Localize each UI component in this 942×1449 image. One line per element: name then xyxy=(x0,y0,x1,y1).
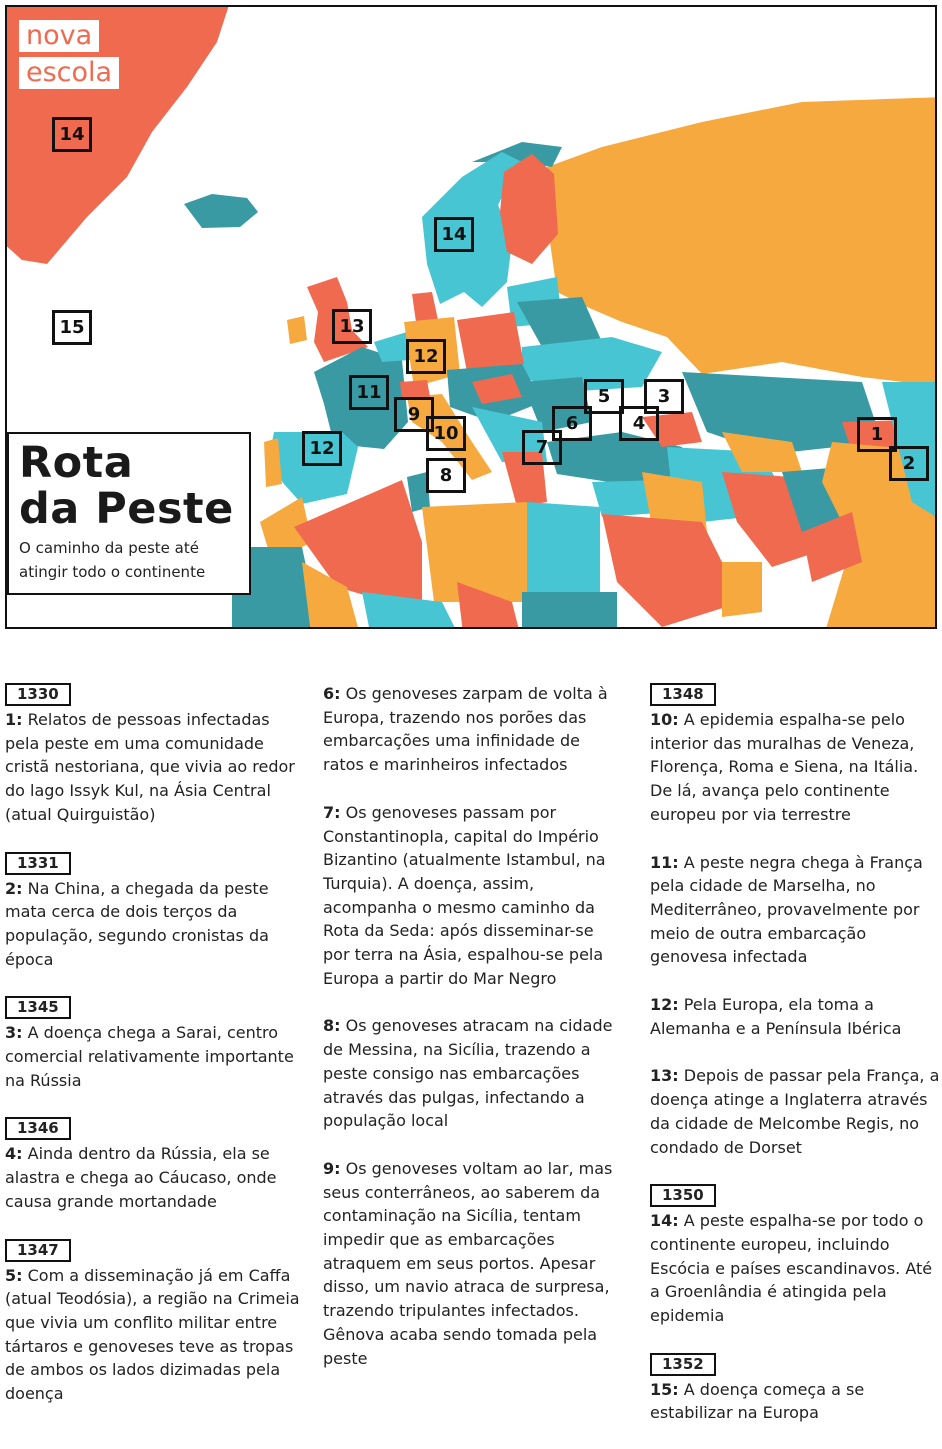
timeline-item xyxy=(650,851,940,970)
page-title: Rota da Peste xyxy=(19,438,234,534)
timeline-item xyxy=(323,801,623,991)
event-description: A epidemia espalha-se pelo interior das muralhas de Veneza, Florença, Roma e Siena, na Itália. De lá, avança pelo continente europeu por via terrestre xyxy=(650,710,919,824)
event-text xyxy=(5,708,305,827)
event-description: Pela Europa, ela toma a Alemanha e a Península Ibérica xyxy=(650,995,902,1038)
event-number: 11: xyxy=(650,852,679,872)
event-number: 9: xyxy=(323,1158,341,1178)
timeline-column-3 xyxy=(650,682,940,1449)
event-description: Os genoveses passam por Constantinopla, capital do Império Bizantino (atualmente Istambul, na Turquia). A doença, assim, acompanha o mesmo caminho da Rota da Seda: após disseminar-se por terra na Ásia, espalhou-se pela Europa a partir do Mar Negro xyxy=(323,802,606,988)
event-number: 10: xyxy=(650,710,679,729)
event-number: 4: xyxy=(5,1144,23,1164)
marker-14-scandinavia: 14 xyxy=(434,217,474,252)
marker-6: 6 xyxy=(552,406,592,441)
marker-12-iberia: 12 xyxy=(302,431,342,466)
marker-12-germany: 12 xyxy=(406,339,446,374)
event-description: Relatos de pessoas infectadas pela peste em uma comunidade cristã nestoriana, que vivia ao redor do lago Issyk Kul, na Ásia Central (atual Quirguistão) xyxy=(5,710,295,824)
logo-escola: escola xyxy=(19,57,119,89)
event-description: Os genoveses voltam ao lar, mas seus conterrâneos, ao saberem da contaminação na Sicília, tentam impedir que as embarcações atraquem em seus portos. Apesar disso, um navio atraca de surpresa, trazendo tripulantes infectados. Gênova acaba sendo tomada pela peste xyxy=(323,1158,613,1368)
year-badge: 1350 xyxy=(650,1184,716,1207)
event-number: 8: xyxy=(323,1016,341,1036)
timeline-item xyxy=(323,1157,623,1370)
marker-4: 4 xyxy=(619,406,659,441)
timeline-item xyxy=(323,682,623,777)
logo-nova: nova xyxy=(19,20,99,52)
event-description: Os genoveses zarpam de volta à Europa, trazendo nos porões das embarcações uma infinidade de ratos e marinheiros infectados xyxy=(323,684,608,775)
event-text xyxy=(650,708,940,827)
year-badge: 1348 xyxy=(650,683,716,706)
event-number: 2: xyxy=(5,878,23,898)
event-description: Depois de passar pela França, a doença atinge a Inglaterra através da cidade de Melcombe Regis, no condado de Dorset xyxy=(650,1066,940,1157)
title-box xyxy=(7,432,251,595)
marker-2: 2 xyxy=(889,446,929,481)
timeline-column-1 xyxy=(5,682,305,1430)
marker-13: 13 xyxy=(332,309,372,344)
event-description: Ainda dentro da Rússia, ela se alastra e chega ao Cáucaso, onde causa grande mortandade xyxy=(5,1144,277,1211)
event-number: 1: xyxy=(5,710,23,729)
event-text xyxy=(5,1142,305,1213)
timeline-column-2 xyxy=(323,682,623,1394)
marker-10: 10 xyxy=(426,416,466,451)
region-saudi xyxy=(602,514,742,627)
event-description: Os genoveses atracam na cidade de Messina, na Sicília, trazendo a peste consigo nas embarcações através das pulgas, infectando a população local xyxy=(323,1016,613,1131)
marker-8: 8 xyxy=(426,458,466,493)
event-text xyxy=(323,801,623,991)
event-text xyxy=(650,851,940,970)
marker-14-greenland: 14 xyxy=(52,117,92,152)
event-description: A doença começa a se estabilizar na Europa xyxy=(650,1379,865,1423)
region-iceland xyxy=(184,194,258,228)
event-description: Na China, a chegada da peste mata cerca de dois terços da população, segundo cronistas da época xyxy=(5,878,269,969)
event-description: A peste negra chega à França pela cidade de Marselha, no Mediterrâneo, provavelmente por meio de outra embarcação genovesa infectada xyxy=(650,852,923,967)
year-badge: 1352 xyxy=(650,1353,716,1376)
timeline-item xyxy=(650,1352,940,1425)
region-oman xyxy=(722,562,762,617)
timeline-item xyxy=(5,851,305,972)
event-description: A peste espalha-se por todo o continente europeu, incluindo Escócia e países escandinavos. Até a Groenlândia é atingida pela epidemia xyxy=(650,1211,933,1326)
marker-1: 1 xyxy=(857,417,897,452)
event-description: A doença chega a Sarai, centro comercial relativamente importante na Rússia xyxy=(5,1023,294,1090)
timeline-item xyxy=(650,682,940,827)
year-badge: 1346 xyxy=(5,1117,71,1140)
region-sudan xyxy=(522,592,617,629)
timeline-item xyxy=(650,1064,940,1159)
timeline-item xyxy=(5,682,305,827)
event-text xyxy=(5,877,305,972)
event-text xyxy=(650,1209,940,1328)
event-description: Com a disseminação já em Caffa (atual Teodósia), a região na Crimeia que vivia um conflito militar entre tártaros e genoveses teve as tropas de ambos os lados dizimadas pela doença xyxy=(5,1265,300,1404)
marker-9: 9 xyxy=(394,397,434,432)
event-text xyxy=(323,1014,623,1133)
year-badge: 1347 xyxy=(5,1239,71,1262)
event-text xyxy=(323,682,623,777)
marker-7: 7 xyxy=(522,430,562,465)
year-badge: 1330 xyxy=(5,683,71,706)
event-text xyxy=(323,1157,623,1370)
year-badge: 1331 xyxy=(5,852,71,875)
event-number: 6: xyxy=(323,684,341,703)
event-number: 13: xyxy=(650,1066,679,1086)
timeline-item xyxy=(650,1183,940,1328)
region-denmark xyxy=(412,292,438,322)
timeline-item xyxy=(5,1116,305,1213)
event-number: 15: xyxy=(650,1379,679,1399)
timeline-item xyxy=(5,995,305,1092)
event-number: 3: xyxy=(5,1023,23,1043)
event-text xyxy=(650,1378,940,1425)
marker-15: 15 xyxy=(52,310,92,345)
event-number: 12: xyxy=(650,995,679,1015)
region-egypt xyxy=(527,502,600,592)
timeline-item xyxy=(650,993,940,1040)
event-text xyxy=(650,1064,940,1159)
region-poland xyxy=(457,312,524,372)
event-text xyxy=(650,993,940,1040)
year-badge: 1345 xyxy=(5,996,71,1019)
timeline-item xyxy=(5,1238,305,1406)
region-finland xyxy=(500,154,558,264)
event-number: 5: xyxy=(5,1265,23,1285)
region-ireland xyxy=(287,316,307,344)
event-number: 7: xyxy=(323,802,341,822)
timeline-item xyxy=(323,1014,623,1133)
event-text xyxy=(5,1021,305,1092)
marker-5: 5 xyxy=(584,379,624,414)
subtitle: O caminho da peste até atingir todo o continente xyxy=(19,539,206,581)
marker-3: 3 xyxy=(644,379,684,414)
event-number: 14: xyxy=(650,1211,679,1231)
event-text xyxy=(5,1264,305,1406)
region-libya xyxy=(422,502,527,602)
marker-11: 11 xyxy=(349,375,389,410)
